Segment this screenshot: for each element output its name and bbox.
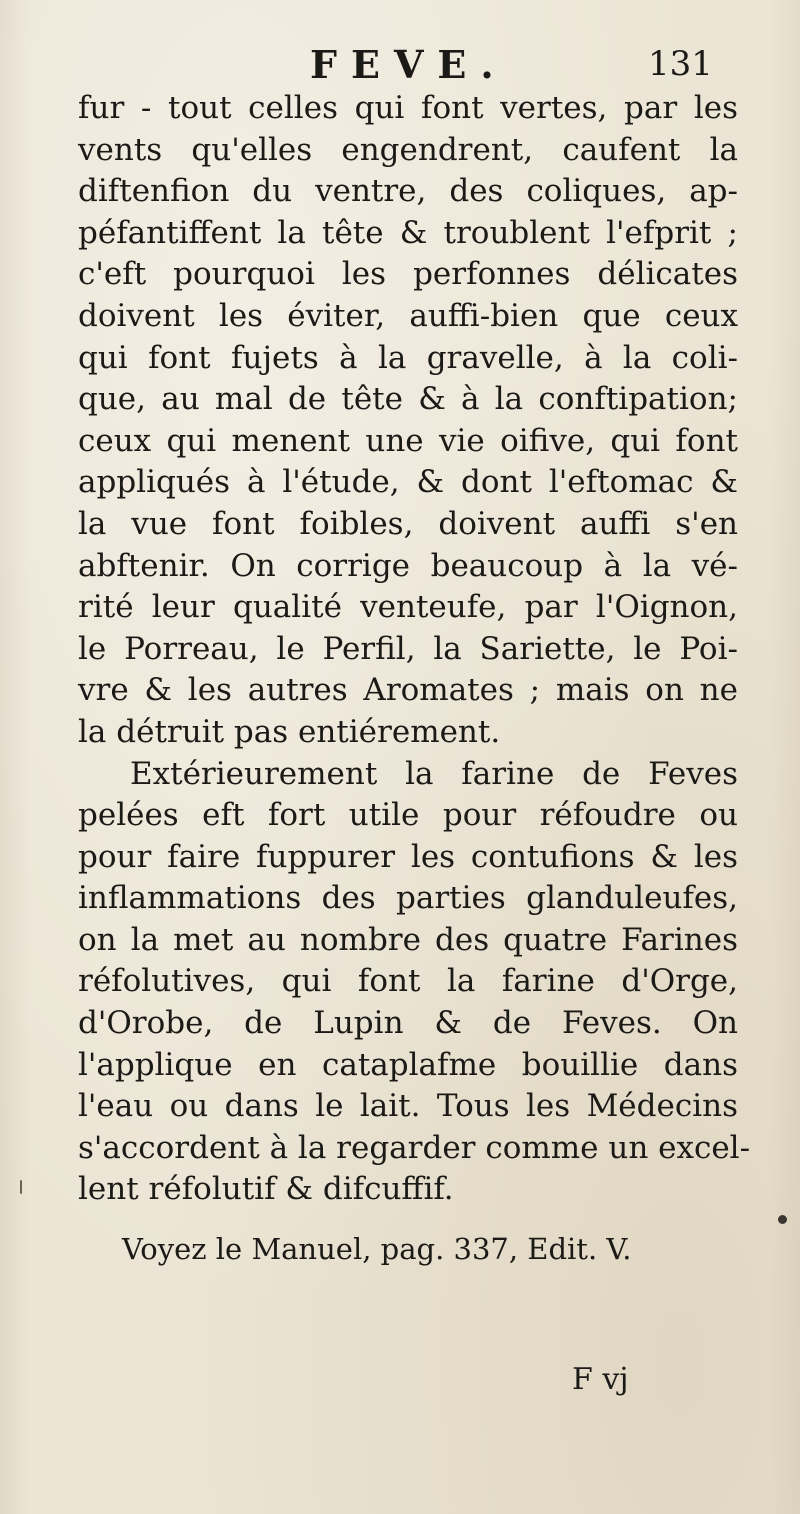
text-line: c'eft pourquoi les perfonnes délicates [78,256,738,293]
text-line: le Porreau, le Perfil, la Sariette, le Poi- [78,630,738,667]
text-line: s'accordent à la regarder comme un excel- [78,1129,751,1166]
ink-speck [20,1180,22,1194]
text-line: vents qu'elles engendrent, caufent la [78,131,738,168]
footnote: Voyez le Manuel, pag. 337, Edit. V. [122,1232,632,1266]
text-line: abftenir. On corrige beaucoup à la vé- [78,547,738,584]
text-line: pelées eft fort utile pour réfoudre ou [78,797,738,834]
signature-mark: F vj [572,1362,629,1397]
text-line: qui font fujets à la gravelle, à la coli- [78,339,738,376]
text-line: pour faire fuppurer les contufions & les [78,838,738,875]
text-line: péfantiffent la tête & troublent l'efprit ; [78,214,738,251]
text-line: on la met au nombre des quatre Farines [78,921,738,958]
text-line: lent réfolutif & difcuffif. [78,1171,454,1208]
text-line: Extérieurement la farine de Feves [130,755,738,792]
text-line: la détruit pas entiérement. [78,713,501,750]
text-line: appliqués à l'étude, & dont l'eftomac & [78,464,738,501]
text-line: ceux qui menent une vie oifive, qui font [78,422,738,459]
page-title: FEVE. [310,42,508,87]
page-number: 131 [648,44,713,84]
ink-speck [778,1215,787,1224]
text-line: que, au mal de tête & à la conftipation; [78,381,738,418]
running-head [0,42,800,92]
text-line: fur - tout celles qui font vertes, par les [78,90,738,126]
text-line: l'eau ou dans le lait. Tous les Médecins [78,1088,738,1125]
text-line: inflammations des parties glanduleufes, [78,880,738,917]
text-line: vre & les autres Aromates ; mais on ne [78,672,738,709]
text-line: diftenfion du ventre, des coliques, ap- [78,173,738,210]
text-line: doivent les éviter, auffi-bien que ceux [78,297,738,334]
body-text [78,88,751,1211]
text-line: réfolutives, qui font la farine d'Orge, [78,963,738,1000]
text-line: l'applique en cataplafme bouillie dans [78,1046,738,1083]
text-line: la vue font foibles, doivent auffi s'en [78,505,738,542]
text-line: rité leur qualité venteufe, par l'Oignon, [78,589,738,626]
text-line: d'Orobe, de Lupin & de Feves. On [78,1005,738,1042]
